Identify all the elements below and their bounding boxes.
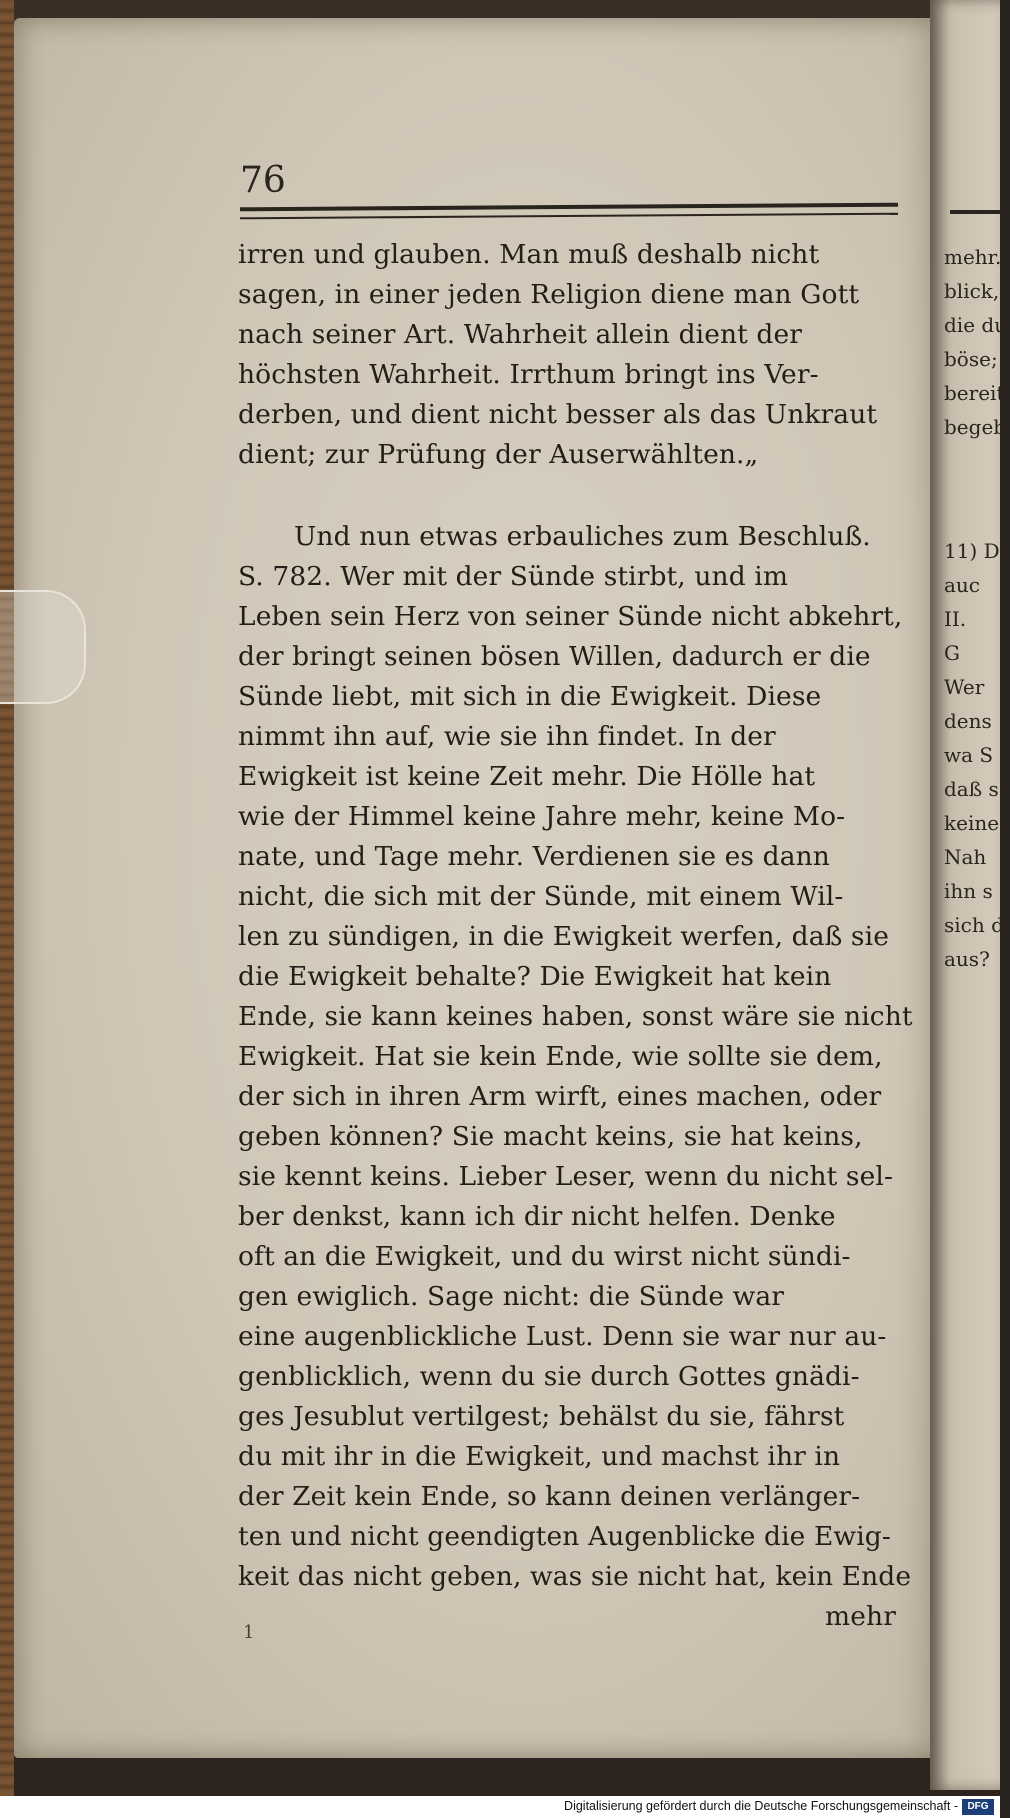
text-line: oft an die Ewigkeit, und du wirst nicht sündi- bbox=[238, 1241, 851, 1272]
facing-line: bereit bbox=[944, 381, 1005, 405]
facing-line: keine bbox=[944, 811, 1000, 835]
paragraph-1 bbox=[238, 235, 910, 475]
text-line: eine augenblickliche Lust. Denn sie war nur au- bbox=[238, 1321, 887, 1352]
text-line: dient; zur Prüfung der Auserwählten.„ bbox=[238, 439, 759, 470]
text-line: der sich in ihren Arm wirft, eines machen, oder bbox=[238, 1081, 882, 1112]
facing-line: wa S bbox=[944, 743, 994, 767]
text-line: derben, und dient nicht besser als das Unkraut bbox=[238, 399, 878, 430]
text-line: der Zeit kein Ende, so kann deinen verlänger- bbox=[238, 1481, 861, 1512]
page-tab-clip bbox=[0, 590, 86, 704]
book-binding bbox=[0, 0, 14, 1818]
text-line: sie kennt keins. Lieber Leser, wenn du nicht sel- bbox=[238, 1161, 894, 1192]
text-line: irren und glauben. Man muß deshalb nicht bbox=[238, 239, 820, 270]
facing-line: daß s bbox=[944, 777, 999, 801]
facing-line: Wer bbox=[944, 675, 985, 699]
facing-line: aus? bbox=[944, 947, 990, 971]
text-line: nach seiner Art. Wahrheit allein dient der bbox=[238, 319, 803, 350]
digitization-footer bbox=[0, 1796, 1000, 1818]
facing-line: ihn s bbox=[944, 879, 993, 903]
text-line: Ende, sie kann keines haben, sonst wäre sie nicht bbox=[238, 1001, 913, 1032]
text-line: der bringt seinen bösen Willen, dadurch er die bbox=[238, 641, 871, 672]
text-line: Sünde liebt, mit sich in die Ewigkeit. Diese bbox=[238, 681, 822, 712]
text-line: keit das nicht geben, was sie nicht hat, kein Ende bbox=[238, 1561, 912, 1592]
facing-line: dens bbox=[944, 709, 992, 733]
text-line: nicht, die sich mit der Sünde, mit einem Wil- bbox=[238, 881, 844, 912]
text-line: Und nun etwas erbauliches zum Beschluß. bbox=[294, 521, 871, 552]
catchword: mehr bbox=[825, 1601, 896, 1632]
facing-line: II. bbox=[944, 607, 967, 631]
footer-credit: Digitalisierung gefördert durch die Deutsche Forschungsgemeinschaft - bbox=[564, 1799, 958, 1813]
paragraph-gap bbox=[238, 475, 910, 517]
text-line: höchsten Wahrheit. Irrthum bringt ins Ver- bbox=[238, 359, 819, 390]
facing-page-rule bbox=[950, 210, 1010, 214]
text-line: die Ewigkeit behalte? Die Ewigkeit hat kein bbox=[238, 961, 832, 992]
page-body bbox=[238, 235, 913, 1637]
facing-line: Nah bbox=[944, 845, 987, 869]
facing-line: blick, bbox=[944, 279, 1000, 303]
text-line: Leben sein Herz von seiner Sünde nicht abkehrt, bbox=[238, 601, 903, 632]
text-line: ges Jesublut vertilgest; behälst du sie, fährst bbox=[238, 1401, 845, 1432]
facing-page-text bbox=[944, 240, 1007, 976]
text-line: geben können? Sie macht keins, sie hat keins, bbox=[238, 1121, 863, 1152]
facing-line: mehr. bbox=[944, 245, 1002, 269]
facing-line: G bbox=[944, 641, 960, 665]
text-line: S. 782. Wer mit der Sünde stirbt, und im bbox=[238, 561, 789, 592]
facing-line: begeb bbox=[944, 415, 1007, 439]
page-number: 76 bbox=[240, 160, 286, 201]
text-line: sagen, in einer jeden Religion diene man Gott bbox=[238, 279, 860, 310]
facing-line: 11) D bbox=[944, 539, 1000, 563]
facing-line: sich d bbox=[944, 913, 1004, 937]
facing-line: böse; bbox=[944, 347, 998, 371]
facing-page bbox=[930, 0, 1008, 1790]
facing-line: die du bbox=[944, 313, 1008, 337]
text-line: du mit ihr in die Ewigkeit, und machst ihr in bbox=[238, 1441, 841, 1472]
paragraph-2 bbox=[238, 517, 913, 1597]
page-mark: 1 bbox=[243, 1622, 255, 1643]
facing-gap bbox=[944, 444, 1007, 534]
text-line: ber denkst, kann ich dir nicht helfen. Denke bbox=[238, 1201, 836, 1232]
dfg-logo: DFG bbox=[962, 1799, 994, 1815]
text-line: nimmt ihn auf, wie sie ihn findet. In der bbox=[238, 721, 776, 752]
text-line: wie der Himmel keine Jahre mehr, keine Mo- bbox=[238, 801, 846, 832]
text-line: nate, und Tage mehr. Verdienen sie es dann bbox=[238, 841, 830, 872]
text-line: Ewigkeit. Hat sie kein Ende, wie sollte sie dem, bbox=[238, 1041, 883, 1072]
text-line: gen ewiglich. Sage nicht: die Sünde war bbox=[238, 1281, 785, 1312]
text-line: genblicklich, wenn du sie durch Gottes gnädi- bbox=[238, 1361, 860, 1392]
text-line: len zu sündigen, in die Ewigkeit werfen, daß sie bbox=[238, 921, 889, 952]
facing-line: auc bbox=[944, 573, 981, 597]
text-line: ten und nicht geendigten Augenblicke die Ewig- bbox=[238, 1521, 891, 1552]
text-line: Ewigkeit ist keine Zeit mehr. Die Hölle hat bbox=[238, 761, 816, 792]
